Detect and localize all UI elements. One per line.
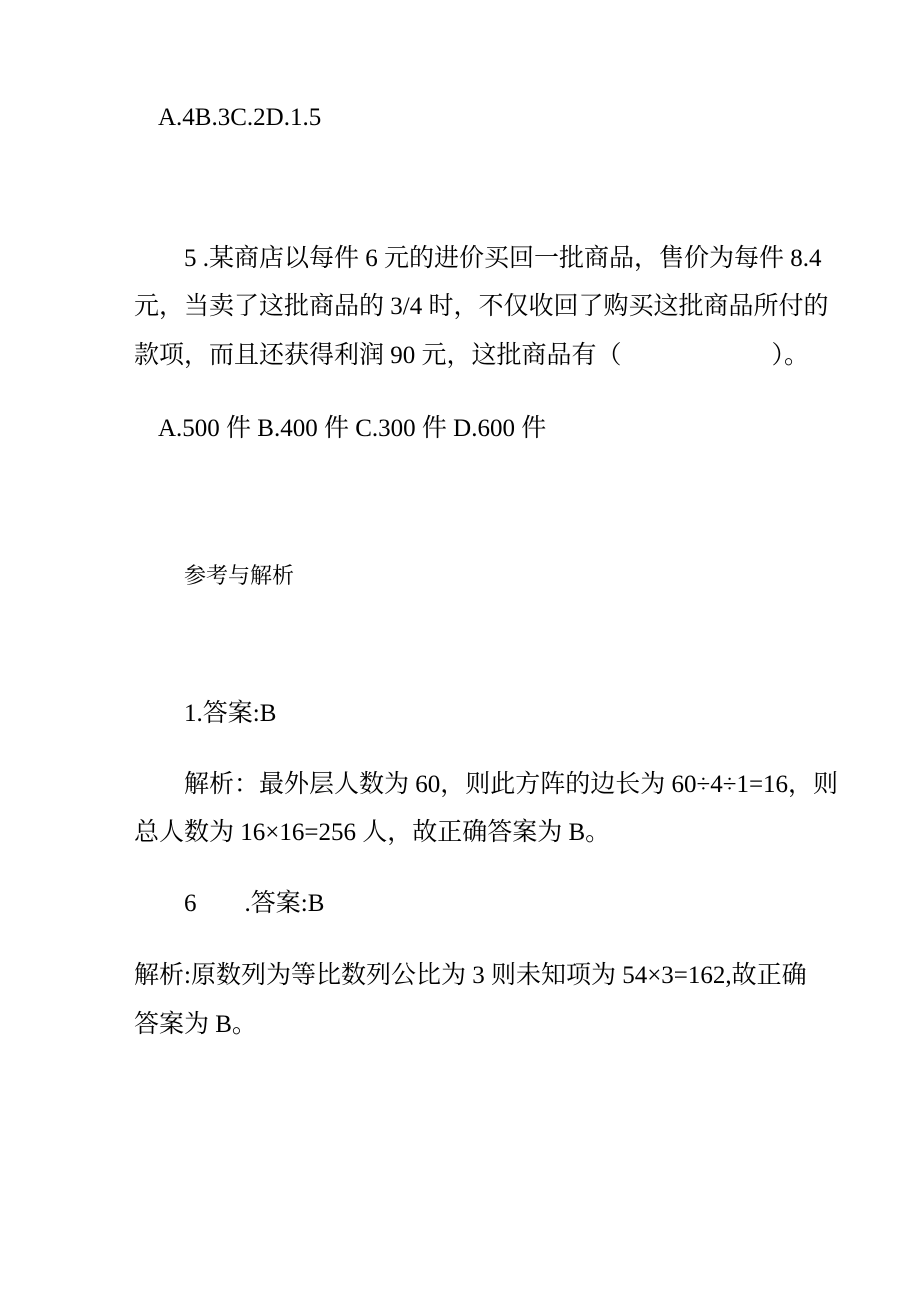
explanation-6-line-1: 解析:原数列为等比数列公比为 3 则未知项为 54×3=162,故正确 bbox=[134, 962, 807, 989]
q4-options: A.4B.3C.2D.1.5 bbox=[158, 104, 322, 131]
q5-stem-line-3-end: ）。 bbox=[771, 342, 810, 369]
answer-1: 1.答案:B bbox=[184, 700, 277, 727]
answer-6-text: .答案:B bbox=[244, 890, 325, 917]
explanation-6-line-2: 答案为 B。 bbox=[134, 1011, 257, 1038]
q5-stem-line-3 bbox=[134, 341, 809, 371]
q5-stem-line-2: 元，当卖了这批商品的 3/4 时，不仅收回了购买这批商品所付的 bbox=[134, 293, 829, 320]
explanation-1-line-2: 总人数为 16×16=256 人，故正确答案为 B。 bbox=[134, 819, 611, 846]
explanation-1-line-1: 解析：最外层人数为 60，则此方阵的边长为 60÷4÷1=16，则 bbox=[184, 771, 839, 798]
q5-stem-line-3-start: 款项，而且还获得利润 90 元，这批商品有（ bbox=[134, 342, 622, 369]
q5-stem-line-1: 5 .某商店以每件 6 元的进价买回一批商品，售价为每件 8.4 bbox=[184, 245, 822, 272]
answer-6-number: 6 bbox=[184, 890, 197, 917]
answer-6 bbox=[184, 889, 324, 919]
q5-options: A.500 件 B.400 件 C.300 件 D.600 件 bbox=[158, 415, 547, 442]
answers-heading: 参考与解析 bbox=[184, 563, 295, 588]
